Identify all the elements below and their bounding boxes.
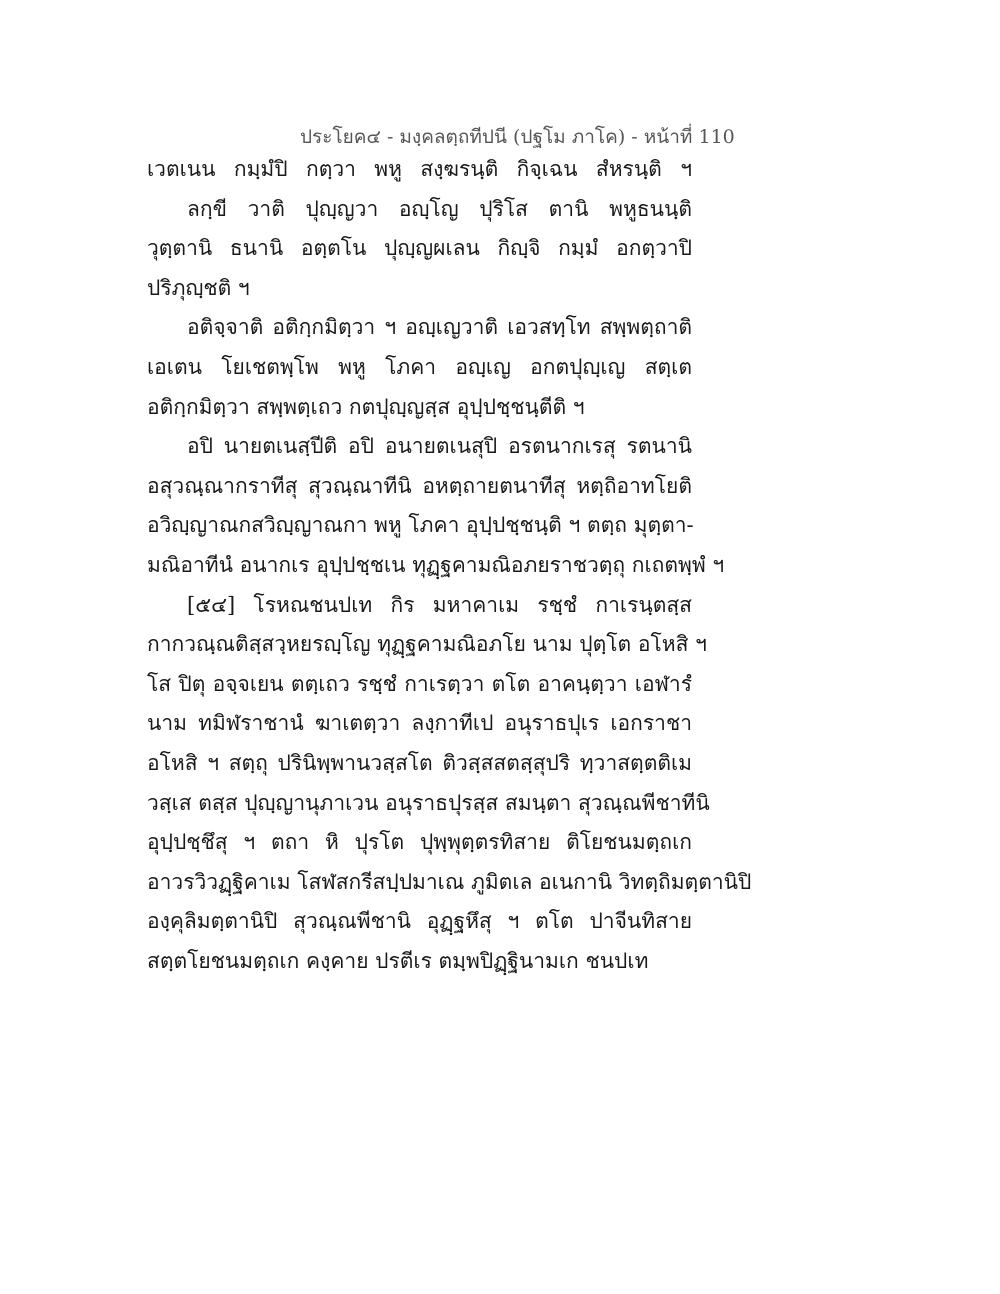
text-line: องฺคุลิมตฺตานิปิ สุวณฺณพีชานิ อุฏฺฐหึสุ ฯ ตโต ปาจีนทิสาย [147, 909, 692, 934]
text-line: อปิ นายตเนสฺปีติ อปิ อนายตเนสุปิ อรตนากเรสุ รตนานิ [187, 434, 692, 459]
text-line: อสุวณฺณากราทีสุ สุวณฺณาทีนิ อหตฺถายตนาทีสุ หตฺถิอาทโยติ [147, 473, 692, 498]
text-line: ปริภุญฺชติ ฯ [147, 275, 250, 300]
text-line: เวตเนน กมฺมํปิ กตฺวา พหู สงฺฆรนฺติ กิจฺเฉน สํหรนฺติ ฯ [147, 157, 692, 181]
text-line: อโหสิ ฯ สตฺถุ ปรินิพฺพานวสฺสโต ติวสฺสสตสฺสุปริ ทฺวาสตฺตติเม [147, 750, 692, 775]
text-line: อวิญฺญาณกสวิญฺญาณกา พหู โภคา อุปฺปชฺชนฺติ ฯ ตตฺถ มุตฺตา- [147, 513, 694, 538]
text-line: อุปฺปชฺชึสุ ฯ ตถา หิ ปุรโต ปุพฺพุตฺตรทิสาย ติโยชนมตฺถเก [147, 830, 692, 855]
text-line: [๕๔] โรหณชนปเท กิร มหาคาเม รชฺชํ กาเรนฺตสฺส [187, 592, 692, 617]
text-line: อติกฺกมิตฺวา สพฺพตฺเถว กตปุญฺญสฺส อุปฺปชฺชนฺตีติ ฯ [147, 394, 585, 419]
running-header: ประโยค๔ - มงฺคลตฺถทีปนี (ปฐโม ภาโค) - หน้าที่ 110 [300, 126, 735, 148]
text-line: เอเตน โยเชตพฺโพ พหู โภคา อญฺเญ อกตปุญฺเญ สตฺเต [147, 354, 692, 379]
text-line: อาวรวิวฏฺฐิคาเม โสฬสกรีสปฺปมาเณ ภูมิตเล อเนกานิ วิทตฺถิมตฺตานิปิ [147, 869, 752, 894]
text-line: อติจฺจาติ อติกฺกมิตฺวา ฯ อญฺเญวาติ เอวสทฺโท สพฺพตฺถาติ [187, 315, 692, 340]
body-text [147, 150, 752, 981]
text-line: วสฺเส ตสฺส ปุญฺญานุภาเวน อนุราธปุรสฺส สมนฺตา สุวณฺณพีชาทีนิ [147, 790, 710, 815]
text-line: โส ปิตุ อจฺจเยน ตตฺเถว รชฺชํ กาเรตฺวา ตโต อาคนฺตฺวา เอฬารํ [147, 671, 692, 696]
text-line: วุตฺตานิ ธนานิ อตฺตโน ปุญฺญผเลน กิญฺจิ กมฺมํ อกตฺวาปิ [147, 236, 692, 261]
text-line: สตฺตโยชนมตฺถเก คงฺคาย ปรตีเร ตมฺพปิฏฺฐินามเก ชนปเท [147, 948, 649, 973]
text-line: กากวณฺณติสฺสวฺหยรญฺโญ ทุฏฺฐคามณิอภโย นาม ปุตฺโต อโหสิ ฯ [147, 632, 707, 657]
text-line: นาม ทมิฬราชานํ ฆาเตตฺวา ลงฺกาทีเป อนุราธปุเร เอกราชา [147, 711, 692, 736]
text-line: ลกฺขี วาติ ปุญฺญวา อญฺโญ ปุริโส ตานิ พหูธนนฺติ [187, 196, 692, 221]
text-line: มณิอาทีนํ อนากเร อุปฺปชฺชเน ทุฏฺฐคามณิอภยราชวตฺถุ กเถตพฺพํ ฯ [147, 552, 725, 577]
